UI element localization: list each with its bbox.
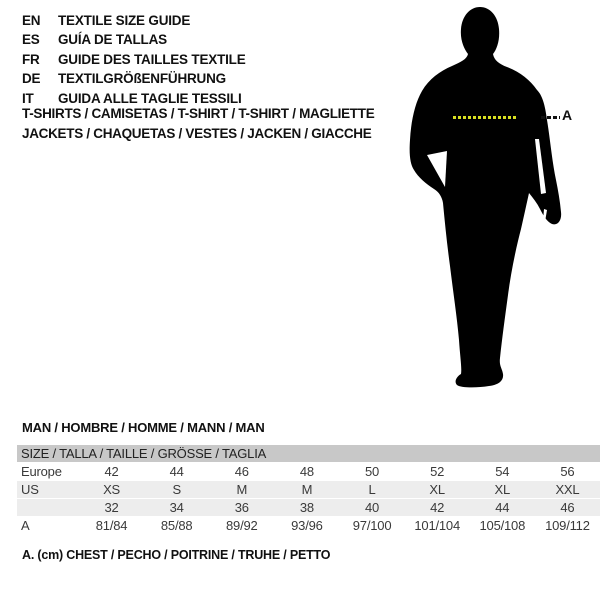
size-table-header: SIZE / TALLA / TAILLE / GRÖSSE / TAGLIA (17, 445, 600, 463)
language-row (22, 50, 246, 69)
section-title-man: MAN / HOMBRE / HOMME / MANN / MAN (22, 420, 265, 435)
size-table-body (17, 463, 600, 535)
measure-label-a: A (562, 107, 573, 123)
table-row (17, 463, 600, 481)
language-list (22, 11, 246, 108)
size-cell: 46 (560, 500, 575, 515)
row-label: Europe (21, 464, 62, 479)
size-cell: 42 (104, 464, 119, 479)
table-row (17, 481, 600, 499)
size-cell: 48 (299, 464, 314, 479)
language-label: GUIDE DES TAILLES TEXTILE (58, 51, 246, 67)
man-silhouette (404, 3, 600, 393)
size-cell: XXL (555, 482, 580, 497)
size-cell: 38 (299, 500, 314, 515)
size-cell: 56 (560, 464, 575, 479)
size-cell: 50 (365, 464, 380, 479)
size-cell: M (301, 482, 313, 497)
size-cell: 54 (495, 464, 510, 479)
language-row (22, 30, 246, 49)
footnote: A. (cm) CHEST / PECHO / POITRINE / TRUHE / PETTO (22, 548, 331, 562)
product-category-line: JACKETS / CHAQUETAS / VESTES / JACKEN / GIACCHE (22, 126, 372, 141)
size-cell: 81/84 (95, 518, 128, 533)
size-cell: 93/96 (291, 518, 323, 533)
size-cell: 46 (234, 464, 249, 479)
size-cell: 85/88 (160, 518, 193, 533)
size-cell: 105/108 (479, 518, 526, 533)
table-row (17, 499, 600, 517)
man-silhouette-graphic (404, 3, 564, 391)
chest-measure-line (453, 116, 517, 119)
row-label: A (21, 518, 30, 533)
size-cell: 32 (104, 500, 119, 515)
language-row (22, 11, 246, 30)
language-label: GUIDA ALLE TAGLIE TESSILI (58, 90, 242, 106)
row-label (17, 499, 79, 517)
size-cell: 101/104 (414, 518, 460, 533)
size-cell: 109/112 (545, 518, 590, 533)
table-row (17, 517, 600, 535)
language-code: IT (22, 90, 34, 106)
size-cell: XS (103, 482, 121, 497)
size-cell: 52 (430, 464, 445, 479)
language-code: DE (22, 71, 41, 87)
language-label: TEXTILE SIZE GUIDE (58, 13, 191, 28)
language-label: TEXTILGRÖßENFÜHRUNG (58, 71, 226, 87)
size-cell: 40 (365, 500, 380, 515)
size-table (17, 445, 600, 534)
size-cell: 36 (234, 500, 249, 515)
row-label: US (21, 482, 39, 497)
product-category-line: T-SHIRTS / CAMISETAS / T-SHIRT / T-SHIRT / MAGLIETTE (22, 106, 375, 121)
language-code: FR (22, 51, 40, 67)
size-cell: 42 (430, 500, 445, 515)
size-cell: 44 (495, 500, 510, 515)
size-cell: S (172, 482, 181, 497)
size-cell: 34 (169, 500, 184, 515)
language-label: GUÍA DE TALLAS (58, 32, 167, 48)
size-cell: XL (429, 482, 445, 497)
size-cell: M (236, 482, 248, 497)
size-cell: 97/100 (352, 518, 392, 533)
language-code: ES (22, 32, 40, 48)
product-categories (22, 104, 374, 144)
size-cell: 89/92 (226, 518, 258, 533)
size-cell: XL (494, 482, 511, 497)
language-row (22, 69, 246, 88)
measure-connector-line (541, 116, 560, 119)
size-cell: L (368, 482, 376, 497)
size-cell: 44 (169, 464, 184, 479)
language-code: EN (22, 13, 41, 28)
